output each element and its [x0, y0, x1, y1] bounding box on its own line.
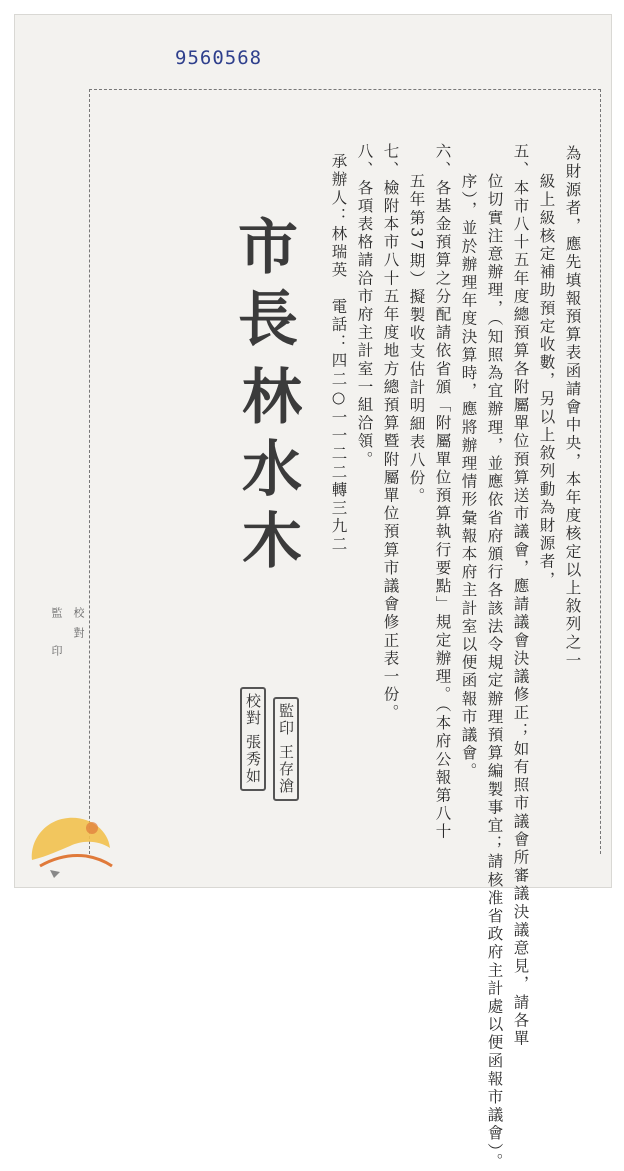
text-column-2: 級上級核定補助預定收數，另以上敘列動為財源者， — [537, 173, 556, 590]
margin-label-2: 印 — [50, 645, 63, 660]
stamp-proofreader: 校對 張秀如 — [240, 687, 266, 791]
margin-label-1: 監 — [50, 607, 63, 622]
stamp-seal-keeper: 監印 王存滄 — [273, 697, 299, 801]
text-column-3: 五、本市八十五年度總預算各附屬單位預算送市議會，應請議會決議修正；如有照市議會所審議決議意見，請各單 — [511, 143, 530, 1048]
text-column-8: 七、檢附本市八十五年度地方總預算暨附屬單位預算市議會修正表一份。 — [381, 143, 400, 723]
document-page — [14, 14, 612, 1171]
archive-logo-icon — [20, 800, 120, 882]
text-column-5: 序），並於辦理年度決算時，應將辦理情形彙報本府主計室以便函報市議會。 — [459, 173, 478, 781]
text-column-1: 為財源者，應先填報預算表函請會中央，本年度核定以上敘列之一 — [563, 145, 582, 670]
text-column-10: 承辦人：林瑞英 電話：四二○一一二二轉三九二 — [329, 153, 348, 554]
text-column-7: 五年第37期）擬製收支估計明細表八份。 — [407, 173, 426, 506]
margin-label-3: 校 — [72, 607, 85, 622]
text-column-9: 八、各項表格請洽市府主計室一組洽領。 — [355, 143, 374, 469]
text-column-6: 六、各基金預算之分配請依省頒「附屬單位預算執行要點」規定辦理。（本府公報第八十 — [433, 143, 452, 842]
text-column-4: 位切實注意辦理，（知照為宜辦理，並應依省府頒行各該法令規定辦理預算編製事宜；請核准省政府主計處以便函報市議會）。 — [485, 173, 504, 1171]
signature-name: 林水木 — [232, 365, 302, 581]
margin-label-4: 對 — [72, 627, 85, 642]
signature-title: 市長 — [228, 215, 298, 359]
document-number: 9560568 — [175, 47, 263, 69]
